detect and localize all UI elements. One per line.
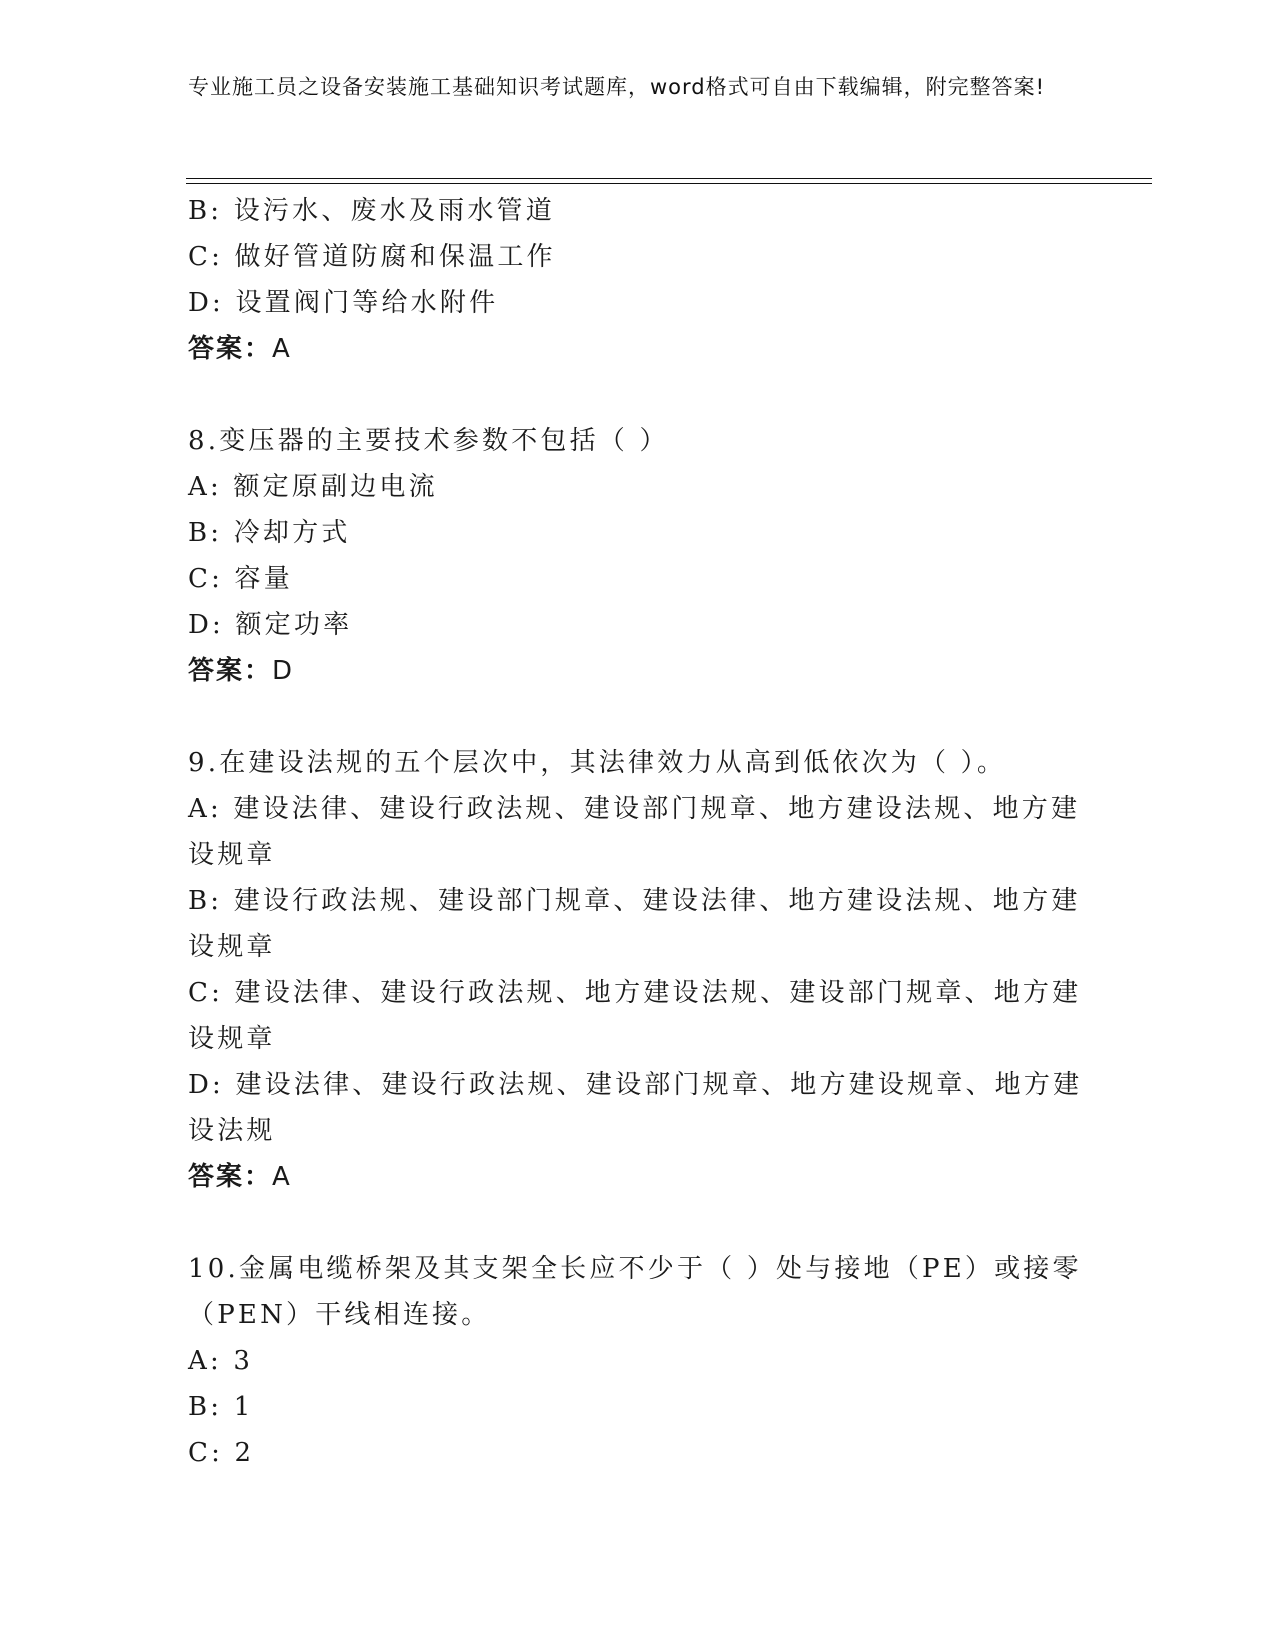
answer-line [188,1154,1088,1200]
block-spacer [188,1200,1088,1246]
block-spacer [188,694,1088,740]
option-a: A: 建设法律、建设行政法规、建设部门规章、地方建设法规、地方建设规章 [188,794,1081,870]
answer-value: A [272,334,292,364]
question-text: 8.变压器的主要技术参数不包括（ ） [188,426,669,456]
question-block [188,1246,1088,1476]
option-a: A: 额定原副边电流 [188,472,438,502]
option-c: C: 2 [188,1438,255,1468]
option-d: D: 设置阀门等给水附件 [188,288,499,318]
header-rule-bottom [186,183,1152,184]
option-c: C: 做好管道防腐和保温工作 [188,242,556,272]
option-b: B: 建设行政法规、建设部门规章、建设法律、地方建设法规、地方建设规章 [188,886,1081,962]
answer-label: 答案： [188,334,273,364]
option-c: C: 容量 [188,564,293,594]
header-rule-top [186,178,1152,179]
question-block [188,188,1088,372]
block-spacer [188,372,1088,418]
header-title: 专业施工员之设备安装施工基础知识考试题库，word格式可自由下载编辑，附完整答案! [188,75,1046,99]
question-content [188,188,1088,1476]
option-c: C: 建设法律、建设行政法规、地方建设法规、建设部门规章、地方建设规章 [188,978,1082,1054]
answer-label: 答案： [188,656,273,686]
answer-value: A [272,1162,292,1192]
option-a: A: 3 [188,1346,254,1376]
option-b: B: 设污水、废水及雨水管道 [188,196,555,226]
option-b: B: 冷却方式 [188,518,351,548]
answer-line [188,648,1088,694]
option-d: D: 建设法律、建设行政法规、建设部门规章、地方建设规章、地方建设法规 [188,1070,1083,1146]
document-header [188,72,1068,103]
option-d: D: 额定功率 [188,610,353,640]
question-text: 9.在建设法规的五个层次中，其法律效力从高到低依次为（ ）。 [188,748,1007,778]
question-text: 10.金属电缆桥架及其支架全长应不少于（ ）处与接地（PE）或接零（PEN）干线相连接。 [188,1254,1082,1330]
question-block [188,418,1088,694]
answer-label: 答案： [188,1162,273,1192]
answer-value: D [272,656,295,686]
question-block [188,740,1088,1200]
answer-line [188,326,1088,372]
option-b: B: 1 [188,1392,254,1422]
